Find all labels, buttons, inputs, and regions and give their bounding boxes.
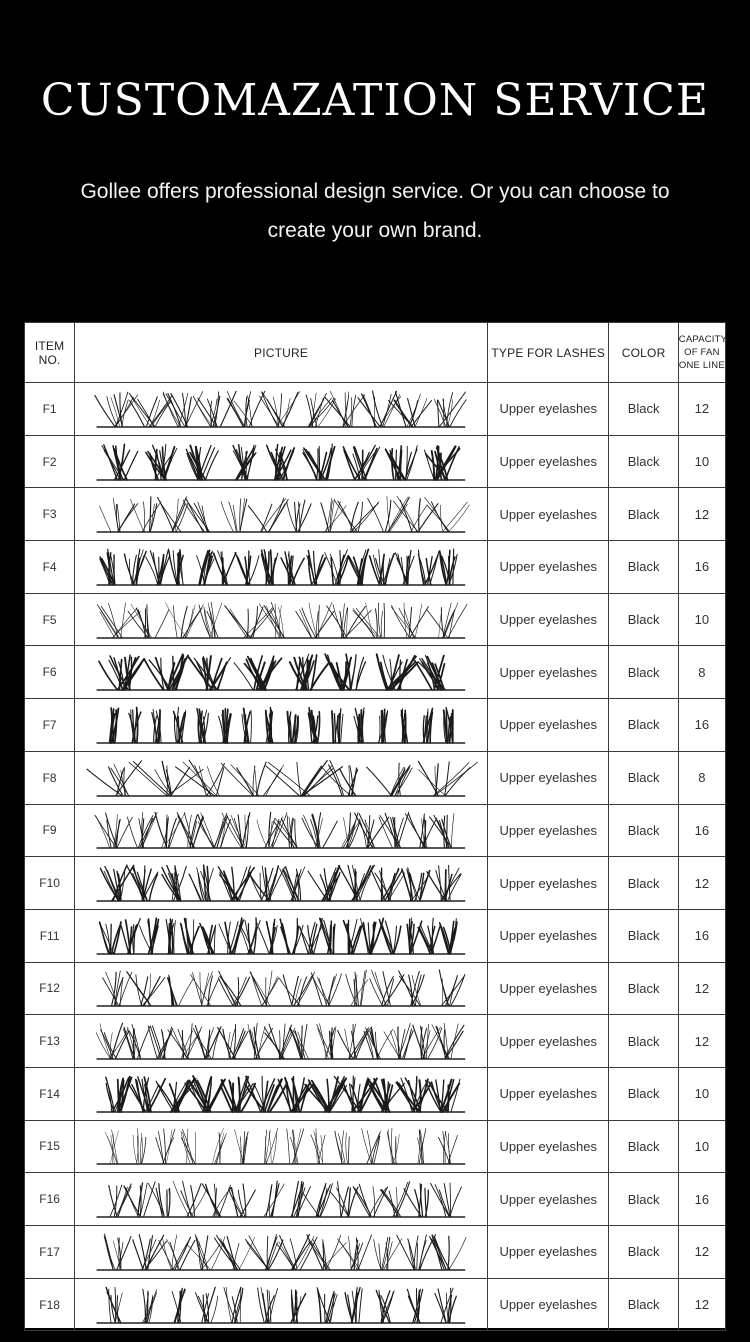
page-subtitle: Gollee offers professional design service. Or you can choose to create your own brand. xyxy=(80,180,670,242)
table-row xyxy=(25,1226,726,1279)
lash-type-cell: Upper eyelashes xyxy=(487,1278,609,1331)
table-row xyxy=(25,804,726,857)
picture-cell xyxy=(75,751,488,804)
color-cell: Black xyxy=(609,1015,678,1068)
capacity-cell: 16 xyxy=(678,1173,725,1226)
capacity-cell: 10 xyxy=(678,593,725,646)
color-cell: Black xyxy=(609,1173,678,1226)
eyelash-cluster-image xyxy=(81,806,481,854)
item-number-cell: F1 xyxy=(25,383,75,436)
lash-type-cell: Upper eyelashes xyxy=(487,699,609,752)
column-header-item-no: ITEM NO. xyxy=(25,323,75,383)
table-row xyxy=(25,435,726,488)
item-number-cell: F14 xyxy=(25,1067,75,1120)
capacity-cell: 16 xyxy=(678,541,725,594)
eyelash-cluster-image xyxy=(81,385,481,433)
color-cell: Black xyxy=(609,383,678,436)
picture-cell xyxy=(75,646,488,699)
table-row xyxy=(25,541,726,594)
capacity-cell: 12 xyxy=(678,857,725,910)
item-number-cell: F15 xyxy=(25,1120,75,1173)
eyelash-cluster-image xyxy=(81,754,481,802)
eyelash-cluster-image xyxy=(81,1228,481,1276)
table-row xyxy=(25,751,726,804)
color-cell: Black xyxy=(609,1067,678,1120)
picture-cell xyxy=(75,1278,488,1331)
product-table-sheet xyxy=(24,322,726,1328)
lash-type-cell: Upper eyelashes xyxy=(487,383,609,436)
table-row xyxy=(25,909,726,962)
eyelash-cluster-image xyxy=(81,912,481,960)
lash-type-cell: Upper eyelashes xyxy=(487,1067,609,1120)
eyelash-cluster-image xyxy=(81,1070,481,1118)
table-row xyxy=(25,1067,726,1120)
item-number-cell: F4 xyxy=(25,541,75,594)
eyelash-cluster-image xyxy=(81,1017,481,1065)
item-number-cell: F12 xyxy=(25,962,75,1015)
eyelash-cluster-image xyxy=(81,1175,481,1223)
eyelash-cluster-image xyxy=(81,1281,481,1329)
picture-cell xyxy=(75,857,488,910)
capacity-cell: 12 xyxy=(678,1226,725,1279)
lash-product-table xyxy=(24,322,726,1331)
item-number-cell: F13 xyxy=(25,1015,75,1068)
lash-type-cell: Upper eyelashes xyxy=(487,435,609,488)
picture-cell xyxy=(75,909,488,962)
capacity-cell: 12 xyxy=(678,488,725,541)
table-row xyxy=(25,962,726,1015)
picture-cell xyxy=(75,699,488,752)
capacity-cell: 12 xyxy=(678,962,725,1015)
capacity-cell: 12 xyxy=(678,383,725,436)
color-cell: Black xyxy=(609,435,678,488)
lash-type-cell: Upper eyelashes xyxy=(487,1226,609,1279)
item-number-cell: F8 xyxy=(25,751,75,804)
eyelash-cluster-image xyxy=(81,964,481,1012)
table-row xyxy=(25,488,726,541)
color-cell: Black xyxy=(609,593,678,646)
picture-cell xyxy=(75,593,488,646)
table-row xyxy=(25,383,726,436)
table-row xyxy=(25,1120,726,1173)
color-cell: Black xyxy=(609,804,678,857)
lash-type-cell: Upper eyelashes xyxy=(487,751,609,804)
table-row xyxy=(25,699,726,752)
capacity-cell: 8 xyxy=(678,751,725,804)
item-number-cell: F5 xyxy=(25,593,75,646)
lash-type-cell: Upper eyelashes xyxy=(487,541,609,594)
picture-cell xyxy=(75,541,488,594)
item-number-cell: F10 xyxy=(25,857,75,910)
lash-type-cell: Upper eyelashes xyxy=(487,1120,609,1173)
table-row xyxy=(25,857,726,910)
color-cell: Black xyxy=(609,751,678,804)
lash-type-cell: Upper eyelashes xyxy=(487,909,609,962)
column-header-type: TYPE FOR LASHES xyxy=(487,323,609,383)
picture-cell xyxy=(75,962,488,1015)
lash-type-cell: Upper eyelashes xyxy=(487,804,609,857)
eyelash-cluster-image xyxy=(81,648,481,696)
item-number-cell: F6 xyxy=(25,646,75,699)
table-row xyxy=(25,593,726,646)
picture-cell xyxy=(75,488,488,541)
column-header-capacity: CAPACITY OF FAN ONE LINE xyxy=(678,323,725,383)
capacity-cell: 16 xyxy=(678,699,725,752)
lash-type-cell: Upper eyelashes xyxy=(487,488,609,541)
column-header-color: COLOR xyxy=(609,323,678,383)
table-header-row xyxy=(25,323,726,383)
column-header-picture: PICTURE xyxy=(75,323,488,383)
color-cell: Black xyxy=(609,962,678,1015)
color-cell: Black xyxy=(609,909,678,962)
eyelash-cluster-image xyxy=(81,859,481,907)
lash-type-cell: Upper eyelashes xyxy=(487,857,609,910)
lash-type-cell: Upper eyelashes xyxy=(487,1015,609,1068)
eyelash-cluster-image xyxy=(81,490,481,538)
capacity-cell: 10 xyxy=(678,1067,725,1120)
eyelash-cluster-image xyxy=(81,701,481,749)
capacity-cell: 12 xyxy=(678,1015,725,1068)
lash-type-cell: Upper eyelashes xyxy=(487,962,609,1015)
item-number-cell: F11 xyxy=(25,909,75,962)
picture-cell xyxy=(75,435,488,488)
item-number-cell: F2 xyxy=(25,435,75,488)
table-row xyxy=(25,1015,726,1068)
eyelash-cluster-image xyxy=(81,596,481,644)
picture-cell xyxy=(75,804,488,857)
capacity-cell: 10 xyxy=(678,1120,725,1173)
eyelash-cluster-image xyxy=(81,543,481,591)
table-row xyxy=(25,646,726,699)
color-cell: Black xyxy=(609,699,678,752)
item-number-cell: F16 xyxy=(25,1173,75,1226)
picture-cell xyxy=(75,1015,488,1068)
item-number-cell: F3 xyxy=(25,488,75,541)
page-title: CUSTOMAZATION SERVICE xyxy=(40,75,710,126)
color-cell: Black xyxy=(609,1226,678,1279)
color-cell: Black xyxy=(609,488,678,541)
capacity-cell: 10 xyxy=(678,435,725,488)
item-number-cell: F18 xyxy=(25,1278,75,1331)
item-number-cell: F9 xyxy=(25,804,75,857)
color-cell: Black xyxy=(609,1120,678,1173)
color-cell: Black xyxy=(609,857,678,910)
lash-type-cell: Upper eyelashes xyxy=(487,1173,609,1226)
eyelash-cluster-image xyxy=(81,438,481,486)
color-cell: Black xyxy=(609,1278,678,1331)
table-row xyxy=(25,1278,726,1331)
color-cell: Black xyxy=(609,541,678,594)
picture-cell xyxy=(75,1067,488,1120)
picture-cell xyxy=(75,1120,488,1173)
lash-type-cell: Upper eyelashes xyxy=(487,646,609,699)
table-row xyxy=(25,1173,726,1226)
capacity-cell: 16 xyxy=(678,804,725,857)
capacity-cell: 16 xyxy=(678,909,725,962)
picture-cell xyxy=(75,1226,488,1279)
table-body xyxy=(25,383,726,1331)
item-number-cell: F17 xyxy=(25,1226,75,1279)
color-cell: Black xyxy=(609,646,678,699)
eyelash-cluster-image xyxy=(81,1122,481,1170)
item-number-cell: F7 xyxy=(25,699,75,752)
picture-cell xyxy=(75,383,488,436)
lash-type-cell: Upper eyelashes xyxy=(487,593,609,646)
picture-cell xyxy=(75,1173,488,1226)
capacity-cell: 12 xyxy=(678,1278,725,1331)
capacity-cell: 8 xyxy=(678,646,725,699)
